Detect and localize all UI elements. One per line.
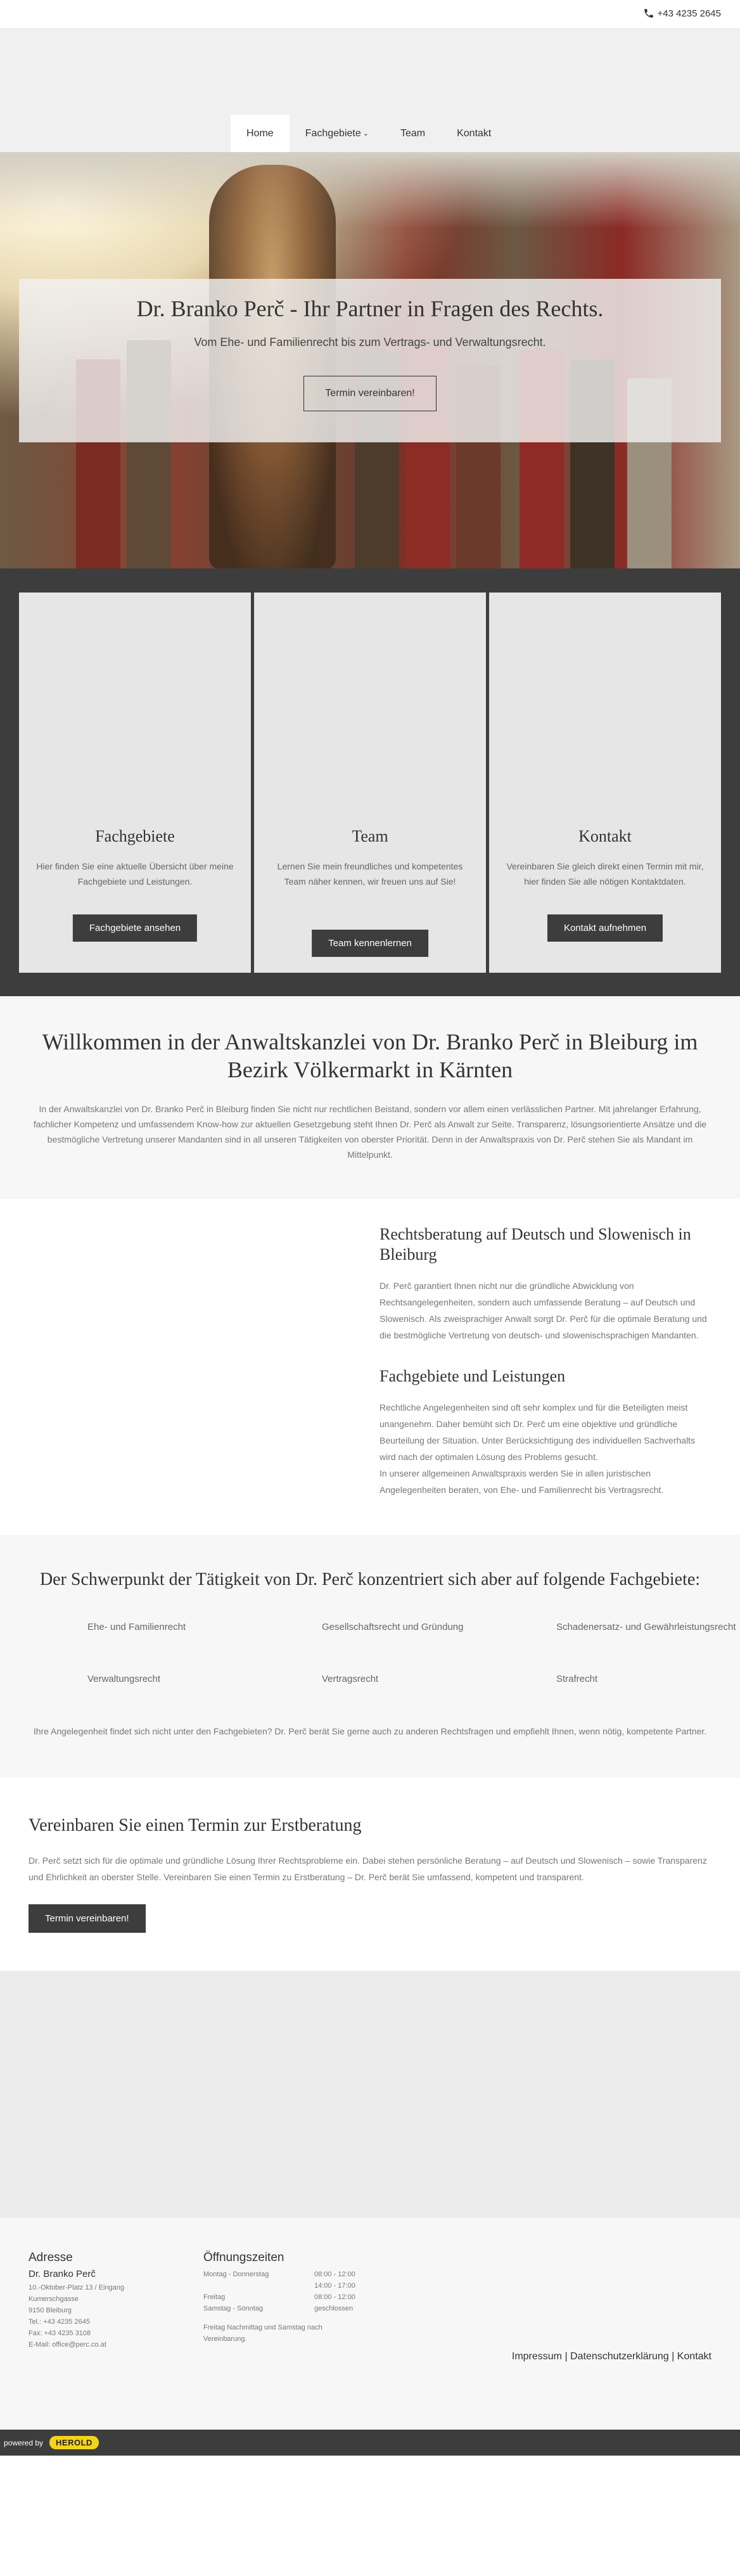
powered-by-label: powered by: [4, 2438, 44, 2447]
hours-time: geschlossen: [314, 2305, 354, 2312]
info-section: [0, 1199, 740, 1535]
fachgebiete-ansehen-button[interactable]: Fachgebiete ansehen: [73, 914, 197, 942]
herold-logo[interactable]: HEROLD: [49, 2436, 99, 2449]
list-item: Ehe- und Familienrecht: [87, 1622, 186, 1632]
termin-text: Dr. Perč setzt sich für die optimale und gründliche Lösung Ihrer Rechtsprobleme ein. Dabei stehen persönliche Beratung – auf Deutsch und Slowenisch – sowie Transparenz und Ehrlichkeit an oberster Stelle. Vereinbaren Sie einen Termin zu Erstberatung – Dr. Perč berät Sie umfassend, kompetent und transparent.: [29, 1855, 707, 1882]
hero-subtitle: Vom Ehe- und Familienrecht bis zum Vertrags- und Verwaltungsrecht.: [194, 336, 546, 349]
hours-time: 14:00 - 17:00: [314, 2282, 355, 2290]
hours-column: [203, 2251, 384, 2350]
nav-fachgebiete-label: Fachgebiete: [305, 127, 361, 139]
chevron-down-icon: ⌄: [362, 130, 369, 138]
map-placeholder[interactable]: [0, 1971, 740, 2218]
card-fachgebiete: [19, 593, 251, 973]
hero-title: Dr. Branko Perč - Ihr Partner in Fragen des Rechts.: [136, 296, 604, 321]
hours-note: Freitag Nachmittag und Samstag nach Vereinbarung.: [203, 2324, 322, 2343]
phone-number: +43 4235 2645: [657, 8, 721, 19]
hero-background-shelf: [0, 152, 740, 228]
info-text-column: [370, 1224, 740, 1498]
rechtsberatung-text: Dr. Perč garantiert Ihnen nicht nur die gründliche Abwicklung von Rechtsangelegenheiten, sondern auch umfassende Beratung – auf Deutsch und Slowenisch. Als zweisprachiger Anwalt sorgt Dr. Perč für die optimale Beratung und die bestmögliche Vertretung von deutsch- und slowenischsprachigen Mandanten.: [380, 1281, 707, 1340]
rechtsberatung-heading: Rechtsberatung auf Deutsch und Slowenisch in Bleiburg: [380, 1225, 691, 1264]
fachgebiete-section: [0, 1535, 740, 1778]
impressum-link[interactable]: Impressum: [511, 2351, 562, 2362]
kontakt-aufnehmen-button[interactable]: Kontakt aufnehmen: [547, 914, 663, 942]
nav-team[interactable]: Team: [400, 127, 426, 139]
hours-time: 08:00 - 12:00: [314, 2293, 355, 2301]
hero-box: [19, 279, 721, 442]
card-kontakt: [489, 593, 721, 973]
phone-link[interactable]: [643, 8, 721, 19]
hours-time: 08:00 - 12:00: [314, 2271, 355, 2278]
card-team: [254, 593, 486, 973]
welcome-title: Willkommen in der Anwaltskanzlei von Dr. Branko Perč in Bleiburg im Bezirk Völkermarkt in Kärnten: [42, 1029, 698, 1082]
phone-line[interactable]: Tel.: +43 4235 2645: [29, 2318, 90, 2326]
fachgebiete-leistungen-text-a: Rechtliche Angelegenheiten sind oft sehr komplex und für die Beteiligten meist unangenehm. Daher bemüht sich Dr. Perč um eine objektive und gründliche Beurteilung der Situation. Unter Berücksichtigung des individuellen Sachverhalts wird nach der optimalen Lösung des Problems gesucht.: [380, 1402, 696, 1462]
hours-day: Samstag - Sonntag: [203, 2305, 264, 2312]
fachgebiete-leistungen-text: [380, 1399, 710, 1498]
list-item: Verwaltungsrecht: [87, 1674, 161, 1684]
fachgebiete-leistungen-heading: Fachgebiete und Leistungen: [380, 1367, 566, 1385]
hero-appointment-button[interactable]: Termin vereinbaren!: [303, 376, 436, 411]
top-bar: [0, 0, 740, 28]
team-kennenlernen-button[interactable]: Team kennenlernen: [312, 930, 428, 957]
nav-fachgebiete[interactable]: [290, 115, 385, 152]
bottom-bar: [0, 2430, 740, 2456]
card-title: Team: [352, 827, 388, 845]
card-text: Hier finden Sie eine aktuelle Übersicht über meine Fachgebiete und Leistungen.: [36, 861, 234, 887]
main-nav: [231, 115, 507, 152]
nav-kontakt[interactable]: Kontakt: [457, 127, 492, 139]
footer-links: Impressum | Datenschutzerklärung | Kontakt: [511, 2351, 711, 2362]
phone-icon: [643, 8, 654, 19]
hours-day: Freitag: [203, 2293, 226, 2301]
address-line: 10.-Oktober-Platz 13 / Eingang Kumerschgasse: [29, 2284, 125, 2303]
hours-day: [203, 2280, 314, 2291]
welcome-text: In der Anwaltskanzlei von Dr. Branko Perč in Bleiburg finden Sie nicht nur rechtlichen Beistand, sondern vor allem einen verlässlichen Partner. Mit jahrelanger Erfahrung, fachlicher Kompetenz und umfassendem Know-how zur aktuellen Gesetzgebung steht Ihnen Dr. Perč als Anwalt zur Seite. Transparenz, lösungsorientierte Ansätze und die bestmögliche Vertretung unserer Mandanten sind in all unseren Tätigkeiten von oberster Priorität. Denn in der Anwaltspraxis von Dr. Perč stehen Sie als Mandant im Mittelpunkt.: [33, 1104, 707, 1160]
kontakt-link[interactable]: Kontakt: [677, 2351, 711, 2362]
hours-day: Montag - Donnerstag: [203, 2271, 269, 2278]
address-title: Adresse: [29, 2251, 73, 2264]
termin-title: Vereinbaren Sie einen Termin zur Erstberatung: [29, 1816, 362, 1835]
fachgebiete-list: [87, 1619, 736, 1704]
list-item: Schadenersatz- und Gewährleistungsrecht: [556, 1622, 736, 1632]
nav-home[interactable]: Home: [231, 115, 290, 152]
header: [0, 28, 740, 152]
card-text: Vereinbaren Sie gleich direkt einen Termin mit mir, hier finden Sie alle nötigen Kontaktdaten.: [506, 861, 704, 887]
card-title: Kontakt: [578, 827, 632, 845]
fachgebiete-leistungen-text-b: In unserer allgemeinen Anwaltspraxis werden Sie in allen juristischen Angelegenheiten beraten, von Ehe- und Familienrecht bis Vertragsrecht.: [380, 1468, 664, 1495]
termin-button[interactable]: Termin vereinbaren!: [29, 1904, 146, 1933]
list-item: Vertragsrecht: [322, 1674, 379, 1684]
teaser-cards: [0, 568, 740, 996]
termin-section: [0, 1778, 740, 1971]
list-item: Gesellschaftsrecht und Gründung: [322, 1622, 464, 1632]
hours-table: [203, 2269, 384, 2314]
list-item: Strafrecht: [556, 1674, 598, 1684]
footer-name: Dr. Branko Perč: [29, 2269, 96, 2279]
card-text: Lernen Sie mein freundliches und kompetentes Team näher kennen, wir freuen uns auf Sie!: [277, 861, 463, 887]
welcome-section: [0, 996, 740, 1199]
footer: [0, 2218, 740, 2430]
address-column: [29, 2251, 153, 2350]
fachgebiete-note: Ihre Angelegenheit findet sich nicht unter den Fachgebieten? Dr. Perč berät Sie gerne auch zu anderen Rechtsfragen und empfiehlt Ihnen, wenn nötig, kompetente Partner.: [33, 1726, 707, 1736]
address-line: 9150 Bleiburg: [29, 2307, 72, 2314]
datenschutz-link[interactable]: Datenschutzerklärung: [570, 2351, 669, 2362]
fax-line: Fax: +43 4235 3108: [29, 2329, 91, 2337]
footer-columns: [29, 2251, 711, 2350]
hero: [0, 152, 740, 568]
info-image-placeholder: [0, 1224, 370, 1498]
fachgebiete-title: Der Schwerpunkt der Tätigkeit von Dr. Perč konzentriert sich aber auf folgende Fachgebiete:: [39, 1570, 701, 1589]
hours-title: Öffnungszeiten: [203, 2251, 284, 2264]
card-title: Fachgebiete: [95, 827, 175, 845]
email-line[interactable]: E-Mail: office@perc.co.at: [29, 2341, 106, 2349]
